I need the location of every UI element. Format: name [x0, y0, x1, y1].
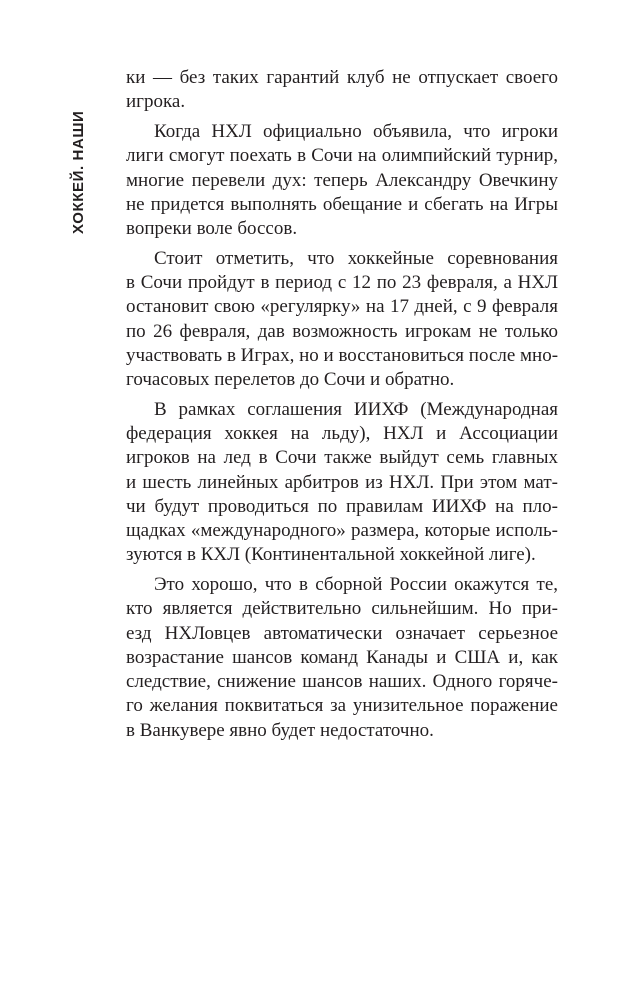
text-line: В рамках соглашения ИИХФ (Международная	[154, 398, 558, 420]
text-line: го желания поквитаться за унизительное поражение	[126, 695, 558, 717]
text-line: Это хорошо, что в сборной России окажутся те,	[154, 574, 558, 595]
text-line: щадках «международного» размера, которые исполь-	[126, 520, 558, 541]
text-line: Стоит отметить, что хоккейные соревнования	[154, 247, 558, 269]
paragraph-5	[126, 573, 558, 743]
paragraph-2	[126, 120, 558, 241]
text-line: федерация хоккея на льду), НХЛ и Ассоциации	[126, 423, 558, 444]
text-line: вопреки воле боссов.	[126, 218, 298, 239]
text-line: езд НХЛовцев автоматически означает серьезное	[126, 622, 558, 644]
paragraph-4	[126, 398, 558, 568]
running-head-text: ХОККЕЙ. НАШИ	[70, 110, 87, 234]
text-line: остановит свою «регулярку» на 17 дней, с 9 февраля	[126, 296, 558, 318]
text-line: в Ванкувере явно будет недостаточно.	[126, 719, 434, 741]
text-line: ки — без таких гарантий клуб не отпускает своего	[126, 67, 558, 88]
paragraph-3	[126, 247, 558, 393]
text-line: участвовать в Играх, но и восстановиться после мно-	[126, 344, 559, 366]
text-line: Когда НХЛ официально объявила, что игроки	[154, 121, 558, 142]
text-line: лиги смогут поехать в Сочи на олимпийский турнир,	[126, 145, 558, 167]
text-line: игрока.	[126, 91, 186, 113]
running-head	[68, 78, 92, 318]
page-body	[126, 66, 558, 748]
text-line: гочасовых перелетов до Сочи и обратно.	[126, 369, 455, 390]
text-line: не придется выполнять обещание и сбегать на Игры	[126, 193, 558, 215]
text-line: по 26 февраля, дав возможность игрокам не только	[126, 320, 558, 342]
text-line: возрастание шансов команд Канады и США и, как	[126, 646, 558, 668]
text-line: зуются в КХЛ (Континентальной хоккейной лиге).	[126, 544, 536, 566]
text-line: кто является действительно сильнейшим. Но при-	[126, 598, 558, 620]
text-line: чи будут проводиться по правилам ИИХФ на пло-	[126, 495, 558, 517]
text-line: следствие, снижение шансов наших. Одного горяче-	[126, 671, 558, 692]
text-line: многие перевели дух: теперь Александру Овечкину	[126, 169, 558, 191]
text-line: игроков на лед в Сочи также выйдут семь главных	[126, 447, 558, 469]
text-line: и шесть линейных арбитров из НХЛ. При этом мат-	[126, 471, 558, 493]
text-line: в Сочи пройдут в период с 12 по 23 февраля, а НХЛ	[126, 272, 558, 293]
paragraph-1	[126, 66, 558, 115]
